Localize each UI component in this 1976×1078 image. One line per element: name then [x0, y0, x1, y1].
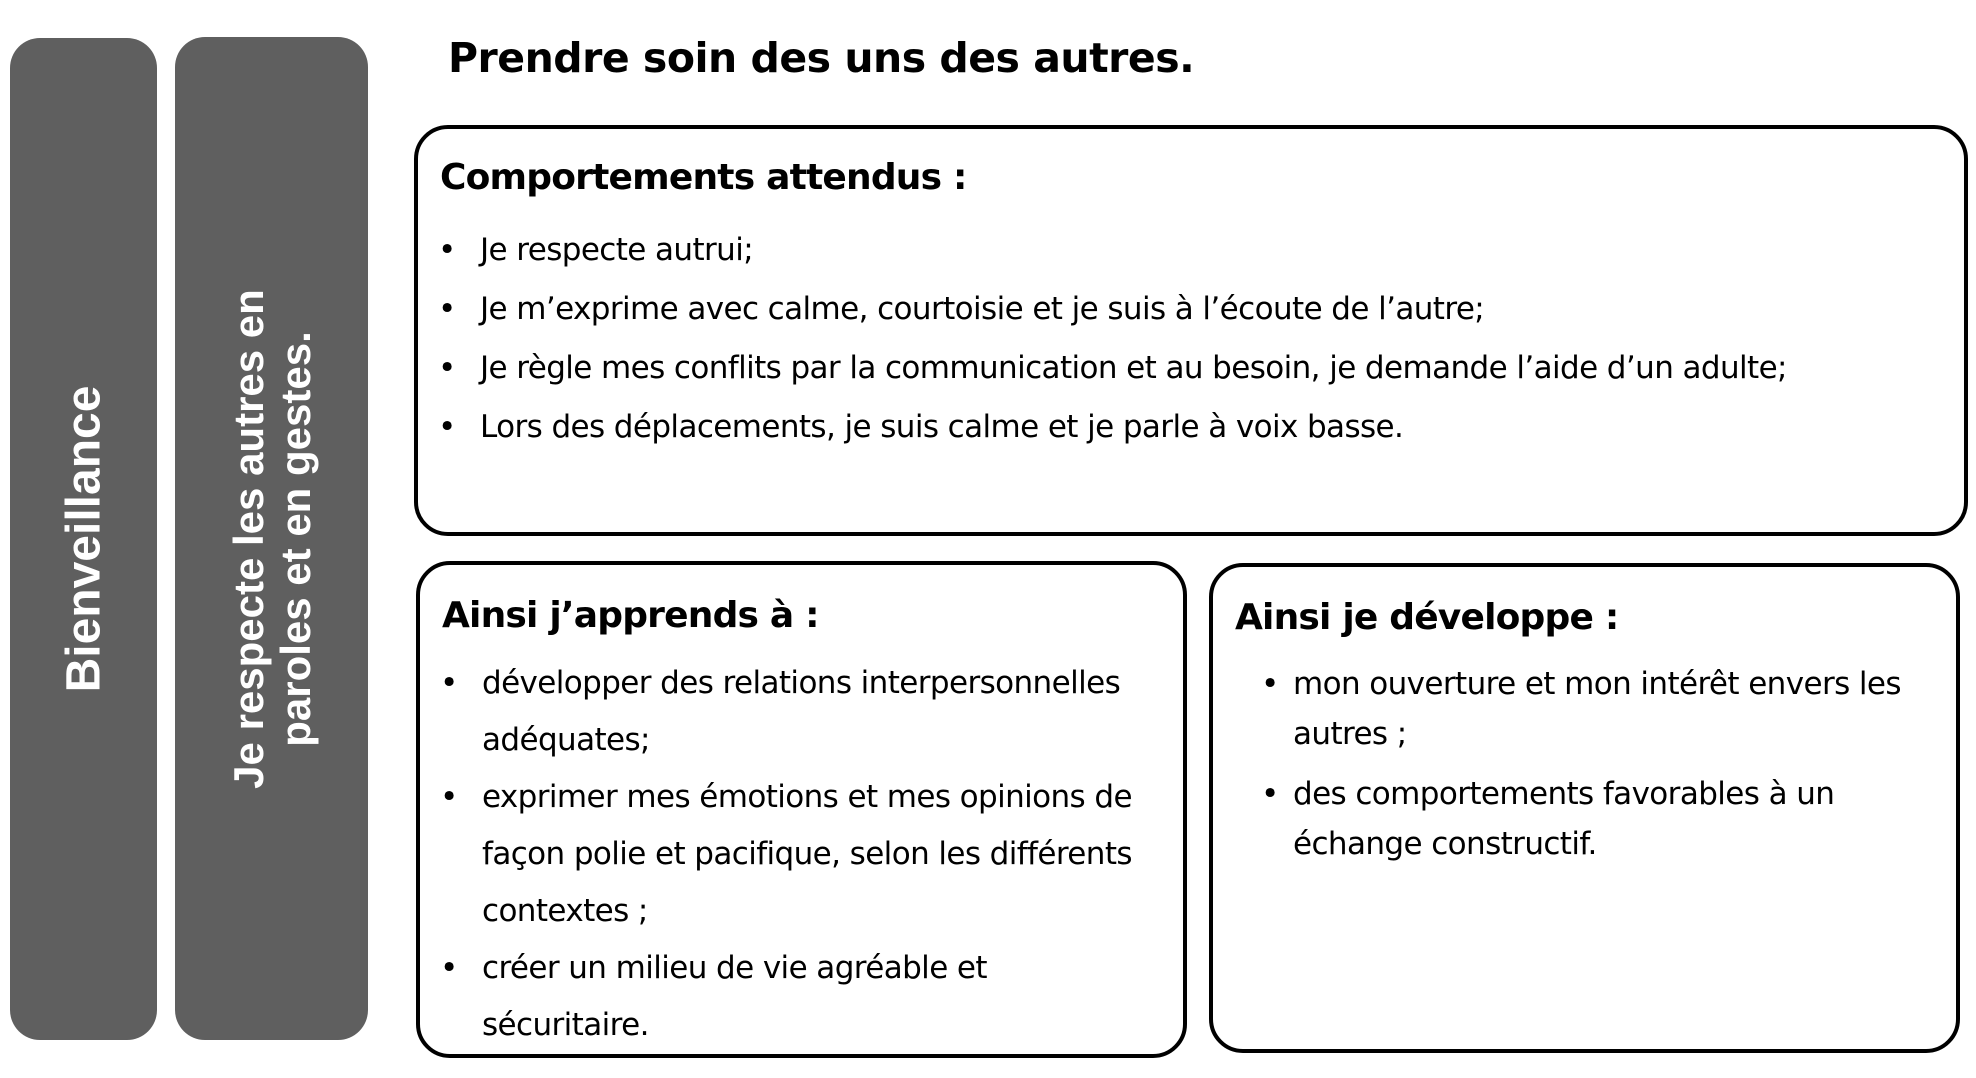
development-panel	[1209, 563, 1960, 1053]
list-item	[1261, 659, 1951, 759]
list-item	[438, 221, 1938, 280]
expected-behaviors-panel	[414, 125, 1968, 536]
list-item-text: exprimer mes émotions et mes opinions de façon polie et pacifique, selon les différents contextes ;	[482, 779, 1132, 929]
bullet-icon: •	[438, 350, 456, 386]
page-title: Prendre soin des uns des autres.	[448, 34, 1195, 82]
learning-heading: Ainsi j’apprends à :	[442, 595, 819, 636]
list-item	[438, 398, 1938, 457]
bullet-icon: •	[1261, 666, 1279, 702]
bullet-icon: •	[438, 291, 456, 327]
bullet-icon: •	[440, 779, 458, 815]
list-item-text: Lors des déplacements, je suis calme et je parle à voix basse.	[480, 409, 1404, 445]
list-item-text: mon ouverture et mon intérêt envers les autres ;	[1293, 666, 1901, 752]
learning-panel	[416, 561, 1187, 1058]
list-item	[1261, 769, 1951, 869]
list-item	[440, 769, 1160, 940]
list-item	[440, 940, 1160, 1054]
value-banner	[10, 38, 157, 1040]
development-list	[1261, 659, 1951, 879]
bullet-icon: •	[438, 409, 456, 445]
rule-banner	[175, 37, 368, 1040]
development-heading: Ainsi je développe :	[1235, 597, 1619, 638]
list-item-text: développer des relations interpersonnelles adéquates;	[482, 665, 1121, 758]
rule-label-line-2: paroles et en gestes.	[271, 330, 319, 747]
bullet-icon: •	[440, 665, 458, 701]
learning-list	[440, 655, 1160, 1054]
list-item	[438, 280, 1938, 339]
bullet-icon: •	[1261, 776, 1279, 812]
list-item-text: Je règle mes conflits par la communication et au besoin, je demande l’aide d’un adulte;	[480, 350, 1787, 386]
list-item-text: Je respecte autrui;	[480, 232, 754, 268]
value-label: Bienveillance	[57, 385, 110, 693]
list-item-text: des comportements favorables à un échange constructif.	[1293, 776, 1835, 862]
list-item	[438, 339, 1938, 398]
bullet-icon: •	[438, 232, 456, 268]
list-item-text: Je m’exprime avec calme, courtoisie et je suis à l’écoute de l’autre;	[480, 291, 1485, 327]
list-item-text: créer un milieu de vie agréable et sécuritaire.	[482, 950, 987, 1043]
rule-label-line-1: Je respecte les autres en	[224, 288, 272, 789]
expected-behaviors-heading: Comportements attendus :	[440, 157, 967, 198]
expected-behaviors-list	[438, 221, 1938, 457]
bullet-icon: •	[440, 950, 458, 986]
list-item	[440, 655, 1160, 769]
rule-label	[224, 289, 318, 789]
